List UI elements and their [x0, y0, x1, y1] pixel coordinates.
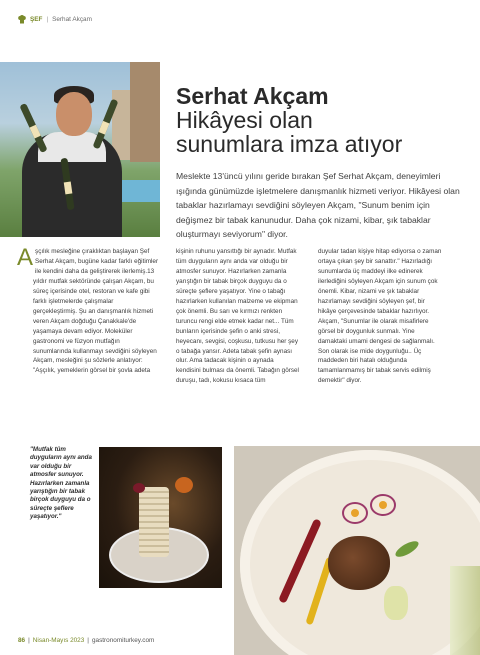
section-label: ŞEF [30, 15, 43, 23]
drop-cap: A [17, 244, 34, 271]
article-title [176, 84, 466, 156]
body-column-2: kişinin ruhunu yansıttığı bir aynadır. Mutfak tüm duyguların aynı anda var olduğu bir atmosfer sunuyor. Hazırlarken zamanla yarıştığın bir tabak birçok duyguyu da o süreçte şeflere yaşatıyor. Yine o tabağı hazırlarken kullanılan malzeme ve ekipman çok önemli. Bu sarı ve kırmızı renkten turuncu rengi elde etmek kadar net... Tüm bunların içerisinde şefin o anki stresi, heyecanı, sevgisi, coşkusu, tutkusu her şey o tabağa yansır. Adeta tabak şefin aynası olur. Ama tadacak kişinin o aynada kendisini bulması da önemli. Tabağın görsel duruşu, tadı, kokusu kısaca tüm [176, 248, 299, 385]
pull-quote: "Mutfak tüm duyguların aynı anda var olduğu bir atmosfer sunuyor. Hazırlarken zamanla yarıştığın bir tabak birçok duyguyu da o süreçte şeflere yaşatıyor." [30, 446, 92, 521]
footer-separator: | [87, 637, 89, 644]
header-subject: Serhat Akçam [52, 15, 92, 23]
title-line-2: Hikâyesi olan [176, 107, 313, 133]
issue-date: Nisan-Mayıs 2023 [32, 637, 85, 644]
page-footer [18, 637, 154, 644]
footer-separator: | [28, 637, 30, 644]
title-line-3: sunumlara imza atıyor [176, 131, 403, 157]
body-column-3: duyular tadan kişiye hitap ediyorsa o zaman ortaya çıkan şey bir sanattır." Hazırladığı sunumlarda üç maddeyi ilke edinerek ilerlediğini söyleyen Akçam için sunum çok önemli. Kibar, nizami ve şık tabaklar hazırlamayı sevdiğini söyleyen şef, bir hikâye çerçevesinde tabaklar hazırlıyor. Akçam, "Sunumlar ile olarak misafirlere görsel bir doygunluk sunmalı. Yine damaktaki umami dengesi de sağlanmalı. Son olarak ise mide doygunluğu.. Üç maddeden biri hatalı olduğunda tamamlanmamış bir tabak servis edilmiş demektir" diyor. [318, 248, 442, 385]
dish-photo-dessert [99, 447, 222, 588]
header-separator: | [46, 15, 49, 23]
page-header [18, 13, 92, 25]
body-column-1-text: şçılık mesleğine çıraklıktan başlayan Şef Serhat Akçam, bugüne kadar farklı eğitimler ile kendini daha da geliştirerek ilerlemiş.13 yıldır mutfak sektöründe çalışan Akçam, bu süreç içerisinde otel, restoran ve kafe gibi farklı işletmelerde çalışmalar gerçekleştirmiş. Şu an danışmanlık hizmeti veren Akçam doğduğu Çanakkale'de yaşamaya devam ediyor. Moleküler gastronomi ve füzyon mutfağın sunumlarında kullanmayı sevdiğini söyleyen Akçam, mesleğini şu sözlerle anlatıyor: "Aşçılık, yemeklerin görsel bir şovla adeta [33, 248, 159, 375]
body-column-1 [17, 244, 159, 376]
website-url: gastronomiturkey.com [91, 637, 155, 644]
dish-photo-main-course [234, 446, 480, 655]
page-number: 86 [18, 637, 26, 644]
chef-hat-icon [18, 15, 26, 24]
article-intro: Meslekte 13'üncü yılını geride bırakan Şef Serhat Akçam, deneyimleri ışığında günümüzde işletmelere danışmanlık hizmeti veriyor. Hikâyesi olan tabaklar hazırlamayı sevdiğini söyleyen Akçam, "Sunum benim için değişmez bir tabak kanunudur. Daha çok nizami, kibar, şık tabaklar oluşturmayı seviyorum" diyor. [176, 171, 460, 240]
title-name: Serhat Akçam [176, 83, 329, 109]
chef-portrait-photo [0, 62, 160, 237]
